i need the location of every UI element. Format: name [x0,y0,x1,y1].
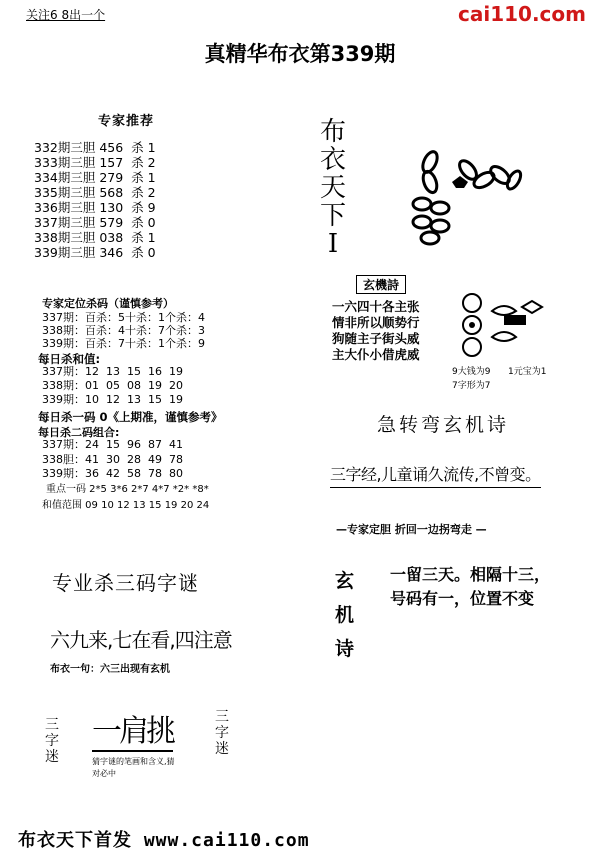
vertical-char: 迷 [45,749,59,765]
focus-numbers: 重点一码 2*5 3*6 2*7 4*7 *2* *8* [46,484,209,495]
daily-one-title: 每日杀一码 0《上期准，谨慎参考》 [38,410,223,424]
daily-one-row: 338胆：41 30 28 49 78 [42,453,183,466]
recommend-row: 336期三胆 130 杀 9 [34,200,156,215]
riddle-line: 三字经,儿童诵久流传,不曾变。 [330,462,541,488]
poem-title: 玄機詩 [356,275,406,294]
cheer-line: 一留三天。相隔十三， [390,565,551,584]
daily-one-row: 337期：24 15 96 87 41 [42,438,183,451]
big-riddle: 一肩挑 [92,706,173,752]
footer-text: 布衣天下首发 www.cai110.com [18,830,310,851]
daily-sum-title: 每日杀和值: [38,352,101,366]
side-note: 7字形为7 [452,381,491,391]
daily-sum-row: 339期：10 12 13 15 19 [42,393,183,406]
recommend-row: 333期三胆 157 杀 2 [34,155,156,170]
riddle-hint: 猜字谜的笔画和含义,猜 [92,757,175,766]
expert-line: —专家定胆 折回一边拐弯走 — [336,523,487,536]
vertical-char: I [327,229,339,259]
recommend-row: 339期三胆 346 杀 0 [34,245,156,260]
recommend-row: 338期三胆 038 杀 1 [34,230,156,245]
position-kill-title: 专家定位杀码（谨慎参考） [42,297,174,310]
vertical-char: 机 [335,604,355,626]
vertical-char: 天 [319,173,346,203]
position-kill-row: 337期：百杀：5十杀：1个杀：4 [42,311,205,324]
vertical-char: 布 [319,117,346,147]
vertical-char: 迷 [215,741,229,757]
vertical-char: 字 [45,733,59,749]
vertical-char: 下 [319,201,346,231]
side-note: 1元宝为1 [508,367,547,377]
recommend-row: 332期三胆 456 杀 1 [34,140,156,155]
poem-line: 一六四十各主张 [332,299,420,314]
daily-sum-row: 338期：01 05 08 19 20 [42,379,183,392]
daily-one-row: 339期：36 42 58 78 80 [42,467,183,480]
vertical-char: 衣 [319,145,346,175]
recommend-row: 334期三胆 279 杀 1 [34,170,156,185]
vertical-char: 玄 [335,570,355,592]
vertical-char: 三 [45,717,59,733]
sum-range: 和值范围 09 10 12 13 15 19 20 24 [42,500,210,511]
recommend-row: 337期三胆 579 杀 0 [34,215,156,230]
ingot-illustration [448,285,558,360]
kill-title: 专业杀三码字谜 [52,571,199,595]
daily-one-sub: 每日杀二码组合: [38,426,120,439]
position-kill-row: 338期：百杀：4十杀：7个杀：3 [42,324,205,337]
poem-line: 情非所以顺势行 [332,315,420,330]
recommend-row: 335期三胆 568 杀 2 [34,185,156,200]
poem-line: 主大仆小借虎威 [332,347,420,362]
header-note: 关注6 8出一个 [26,8,106,22]
vertical-char: 三 [215,709,229,725]
page-title: 真精华布衣第339期 [204,42,396,66]
riddle-title: 急转弯玄机诗 [376,414,509,436]
vertical-char: 诗 [335,638,355,660]
six-nine-line: 六九来,七在看,四注意 [50,628,232,652]
daily-sum-row: 337期：12 13 15 16 19 [42,365,183,378]
cheer-line: 号码有一，位置不变 [390,589,535,608]
tip-line: 布衣一句：六三出现有玄机 [50,664,170,675]
side-note: 9大钱为9 [452,367,491,377]
coin-chain-illustration [400,140,530,250]
poem-line: 狗随主子街头威 [332,331,420,346]
position-kill-row: 339期：百杀：7十杀：1个杀：9 [42,337,205,350]
recommend-title: 专家推荐 [98,114,155,129]
site-logo[interactable]: cai110.com [458,2,586,26]
riddle-hint: 对必中 [92,769,116,778]
vertical-char: 字 [215,725,229,741]
